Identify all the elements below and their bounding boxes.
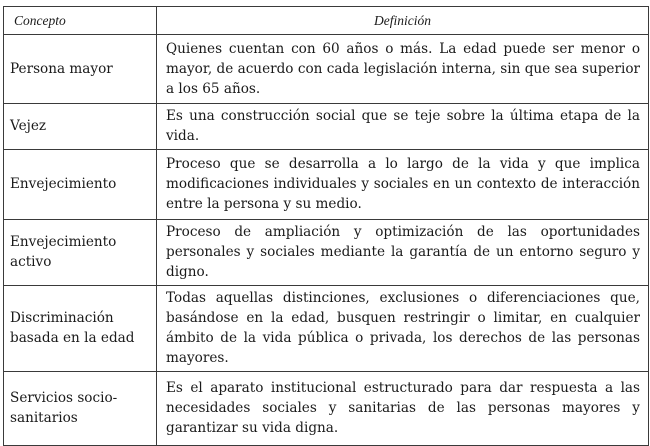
table-row bbox=[4, 104, 649, 150]
header-concept: Concepto bbox=[4, 7, 157, 35]
definition-cell: Proceso de ampliación y optimización de las oportunidades personales y sociales mediante la garantía de un entorno seguro y digno. bbox=[157, 220, 649, 286]
concept-cell: Envejecimiento bbox=[4, 150, 157, 220]
definition-cell: Todas aquellas distinciones, exclusiones o diferenciaciones que, basándose en la edad, busquen restringir o limitar, en cualquier ámbito de la vida pública o privada, los derechos de las personas mayores. bbox=[157, 286, 649, 372]
header-definition: Definición bbox=[157, 7, 649, 35]
concept-cell: Discriminación basada en la edad bbox=[4, 286, 157, 372]
table-row bbox=[4, 220, 649, 286]
table-row bbox=[4, 150, 649, 220]
definitions-table bbox=[3, 6, 649, 446]
table-row bbox=[4, 372, 649, 446]
concept-cell: Vejez bbox=[4, 104, 157, 150]
concept-cell: Servicios socio-sanitarios bbox=[4, 372, 157, 446]
concept-cell: Persona mayor bbox=[4, 35, 157, 104]
definition-cell: Es el aparato institucional estructurado para dar respuesta a las necesidades sociales y sanitarias de las personas mayores y garantizar su vida digna. bbox=[157, 372, 649, 446]
definition-cell: Quienes cuentan con 60 años o más. La edad puede ser menor o mayor, de acuerdo con cada legislación interna, sin que sea superior a los 65 años. bbox=[157, 35, 649, 104]
table-row bbox=[4, 35, 649, 104]
concept-cell: Envejecimiento activo bbox=[4, 220, 157, 286]
definition-cell: Proceso que se desarrolla a lo largo de la vida y que implica modificaciones individuales y sociales en un contexto de interacción entre la persona y su medio. bbox=[157, 150, 649, 220]
table-body bbox=[4, 35, 649, 446]
header-row bbox=[4, 7, 649, 35]
definition-cell: Es una construcción social que se teje sobre la última etapa de la vida. bbox=[157, 104, 649, 150]
table-header bbox=[4, 7, 649, 35]
table-row bbox=[4, 286, 649, 372]
